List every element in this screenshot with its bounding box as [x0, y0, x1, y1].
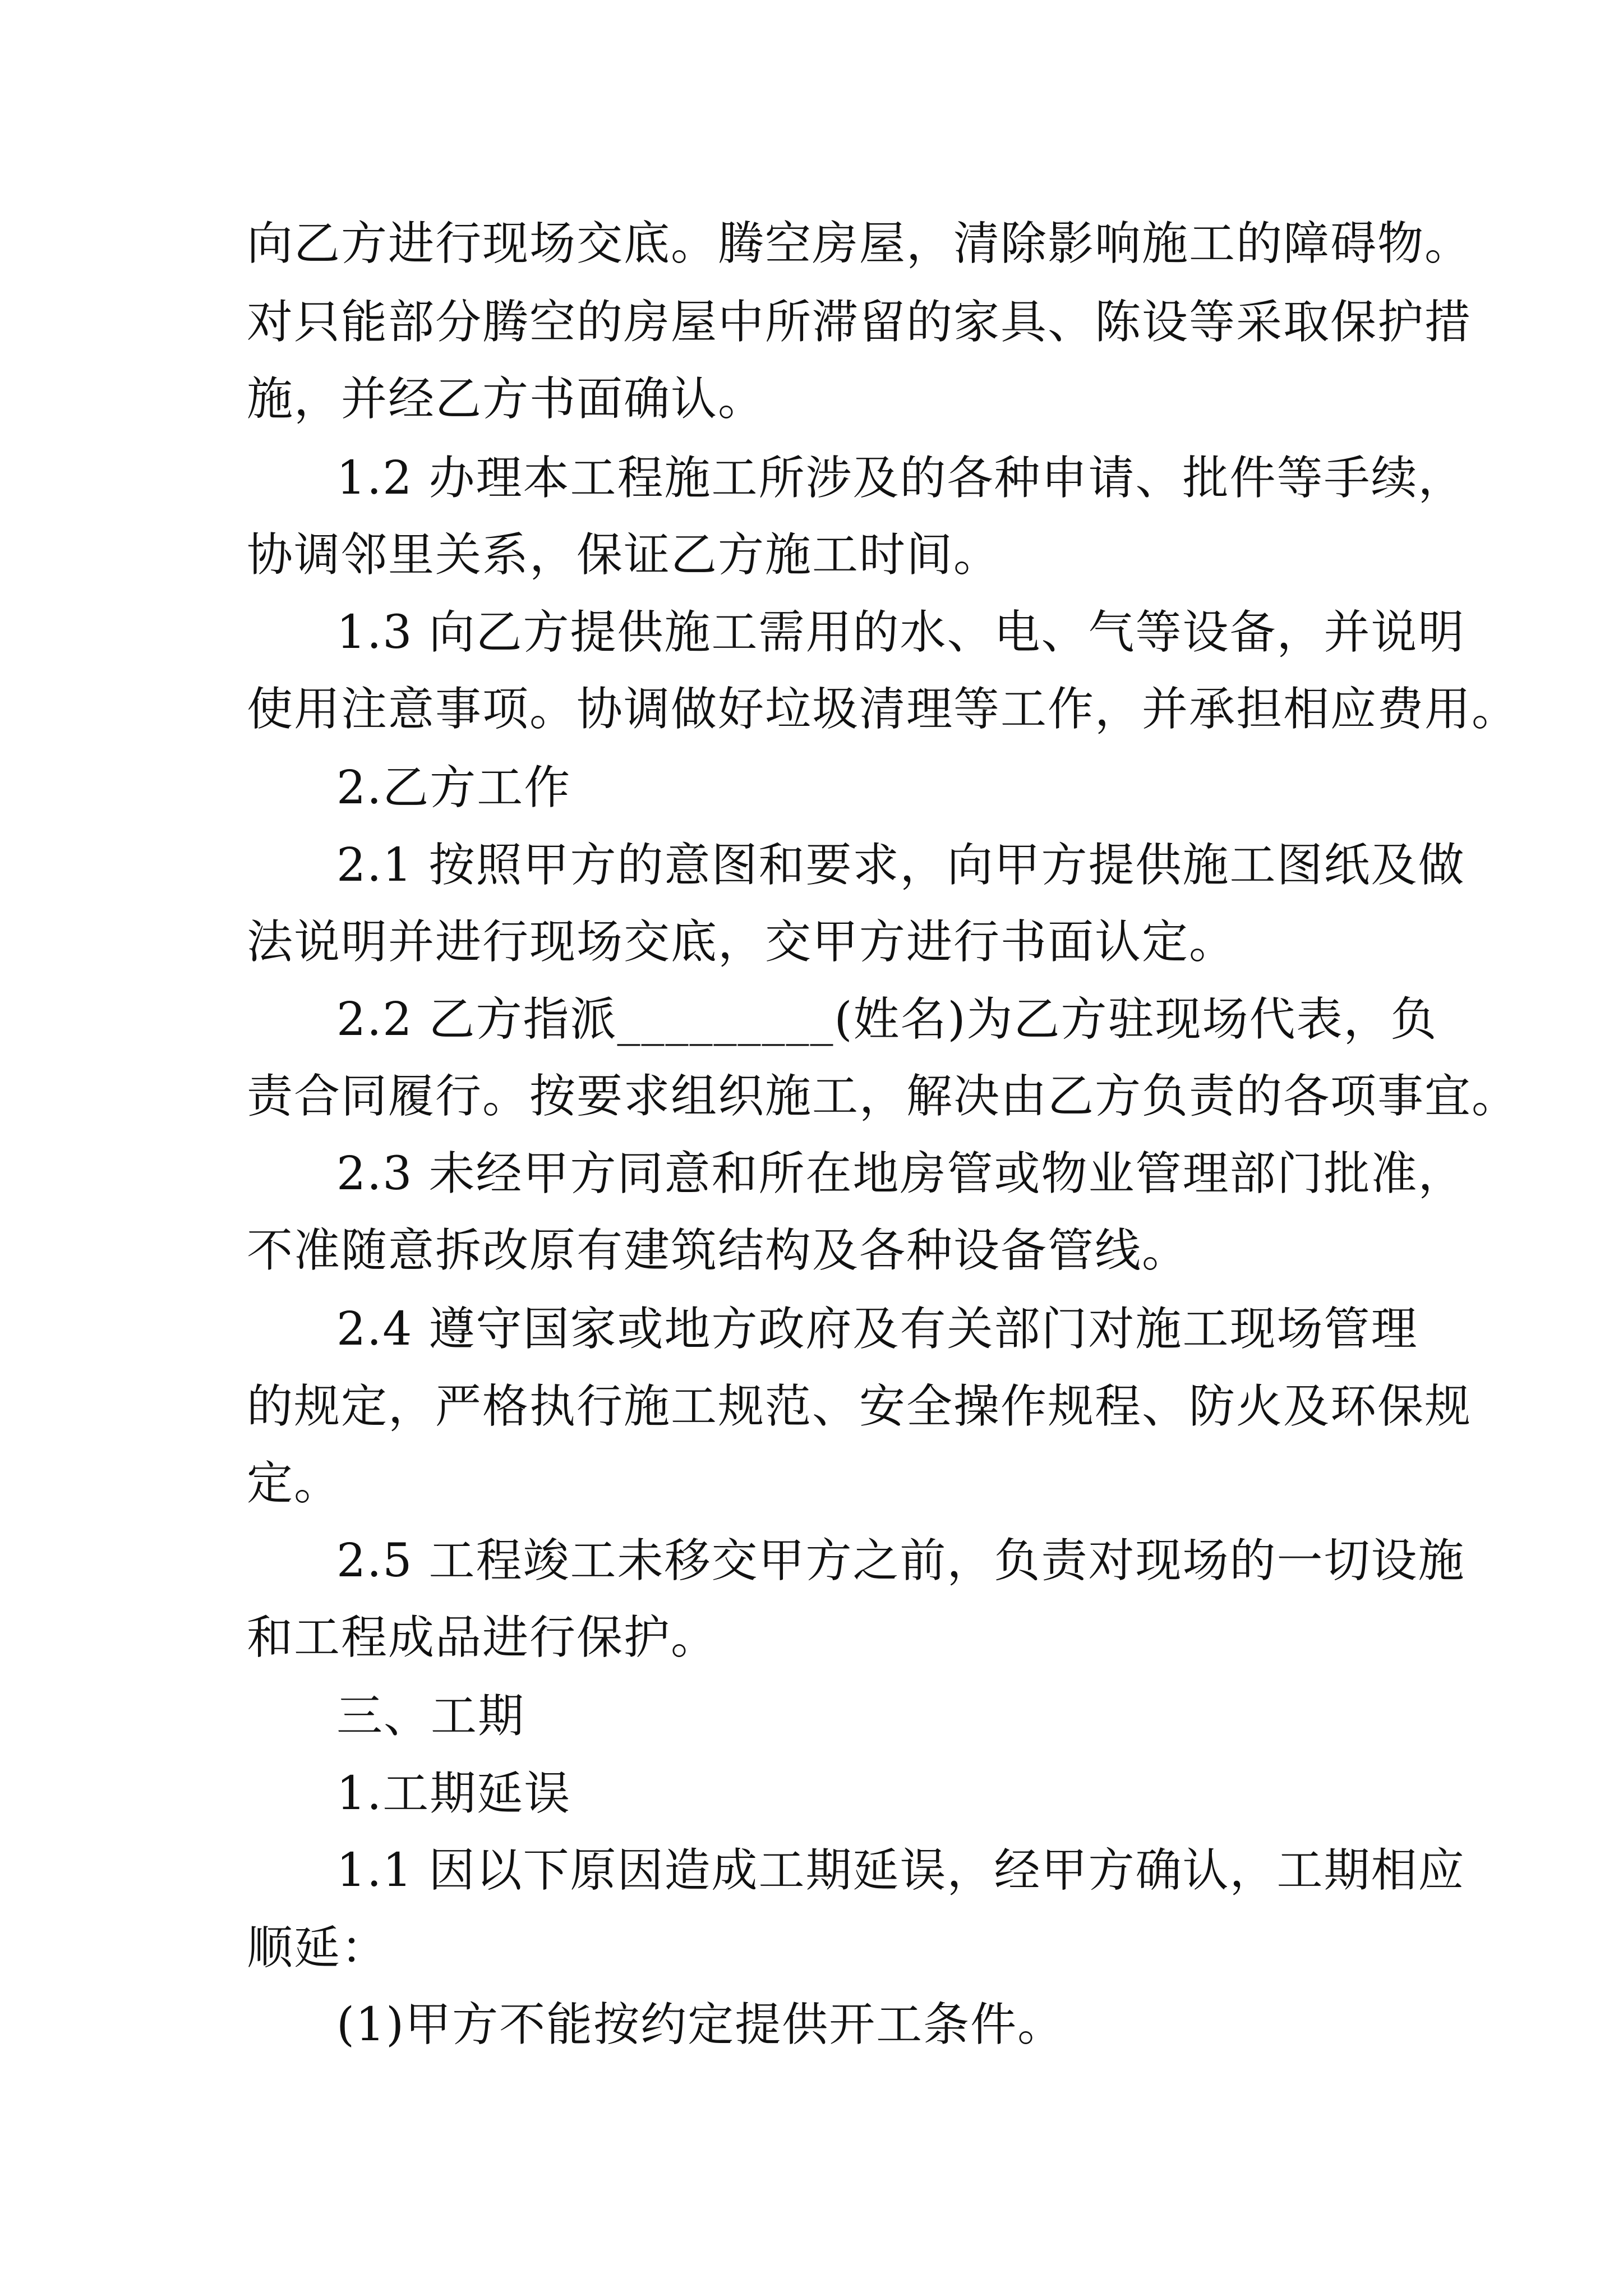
body-text-line: 的规定，严格执行施工规范、安全操作规程、防火及环保规 — [247, 1380, 1472, 1433]
body-text-line: 协调邻里关系，保证乙方施工时间。 — [247, 528, 1001, 582]
body-text-line: 对只能部分腾空的房屋中所滞留的家具、陈设等采取保护措 — [247, 296, 1472, 349]
section-heading-3: 三、工期 — [336, 1690, 525, 1743]
body-text-line: 使用注意事项。协调做好垃圾清理等工作，并承担相应费用。 — [247, 683, 1519, 736]
body-text-line: 责合同履行。按要求组织施工，解决由乙方负责的各项事宜。 — [247, 1070, 1519, 1123]
clause-1-2: 1.2 办理本工程施工所涉及的各种申请、批件等手续， — [336, 452, 1465, 505]
body-text-line: 法说明并进行现场交底，交甲方进行书面认定。 — [247, 915, 1237, 969]
body-text-line: 和工程成品进行保护。 — [247, 1611, 718, 1664]
clause-2-2: 2.2 乙方指派_________(姓名)为乙方驻现场代表，负 — [336, 993, 1438, 1046]
clause-2-5: 2.5 工程竣工未移交甲方之前，负责对现场的一切设施 — [336, 1534, 1465, 1588]
body-text-line: 施，并经乙方书面确认。 — [247, 372, 766, 426]
clause-2-4: 2.4 遵守国家或地方政府及有关部门对施工现场管理 — [336, 1303, 1418, 1356]
clause-2-1: 2.1 按照甲方的意图和要求，向甲方提供施工图纸及做 — [336, 839, 1465, 892]
body-text-line: 顺延： — [247, 1921, 389, 1975]
body-text-line: 不准随意拆改原有建筑结构及各种设备管线。 — [247, 1224, 1189, 1277]
subsection-heading: 1.工期延误 — [336, 1767, 571, 1820]
clause-2-3: 2.3 未经甲方同意和所在地房管或物业管理部门批准， — [336, 1147, 1465, 1200]
list-item: (1)甲方不能按约定提供开工条件。 — [336, 1998, 1065, 2051]
section-heading-2: 2.乙方工作 — [336, 761, 571, 815]
clause-1-3: 1.3 向乙方提供施工需用的水、电、气等设备，并说明 — [336, 606, 1465, 659]
clause-1-1: 1.1 因以下原因造成工期延误，经甲方确认，工期相应 — [336, 1844, 1465, 1897]
body-text-line: 向乙方进行现场交底。腾空房屋，清除影响施工的障碍物。 — [247, 217, 1472, 270]
body-text-line: 定。 — [247, 1457, 342, 1510]
